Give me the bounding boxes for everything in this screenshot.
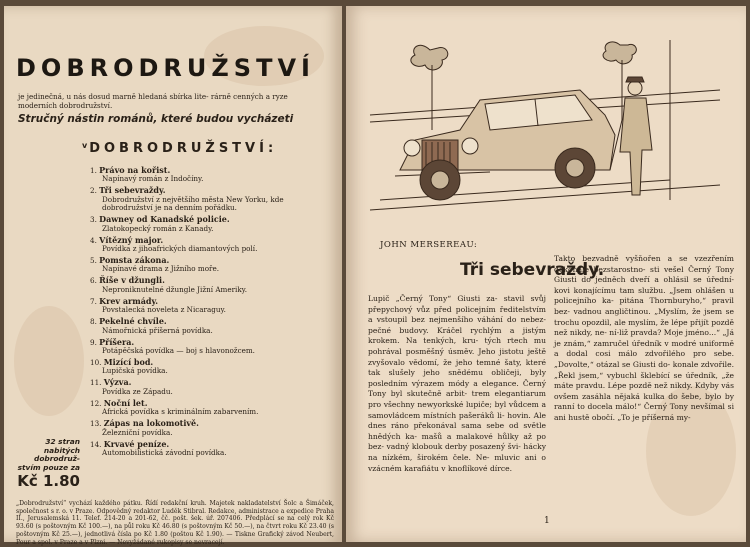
toc-item-number: 13. <box>90 419 102 429</box>
toc-item <box>90 440 335 458</box>
toc-item <box>90 399 335 417</box>
subhead: Stručný nástin románů, které budou vycházeti <box>18 113 294 125</box>
toc-item-number: 7. <box>90 296 97 306</box>
toc-item-number: 8. <box>90 317 97 327</box>
toc-item-desc: Napínavý román z Indočíny. <box>102 174 204 184</box>
price-box <box>14 438 80 490</box>
toc-item-number: 2. <box>90 186 97 196</box>
toc-item-desc: Povstalecká noveleta z Nicaraguy. <box>102 305 226 315</box>
toc-item-title: Pekelné chvíle. <box>99 316 167 327</box>
masthead: DOBRODRUŽSTVÍ <box>16 54 315 82</box>
toc-item <box>90 276 335 294</box>
toc-item-desc: Automobilistická závodní povídka. <box>102 448 227 458</box>
left-page <box>4 6 342 546</box>
toc-item <box>90 186 335 212</box>
toc-item <box>90 297 335 315</box>
toc-item-title: Krev armády. <box>99 295 159 306</box>
toc-item-desc: Povídka ze Západu. <box>102 386 173 396</box>
toc-item-title: Krvavé peníze. <box>103 438 170 449</box>
toc-item-number: 10. <box>90 358 102 368</box>
toc-item <box>90 338 335 356</box>
toc-item-title: Vítězný major. <box>99 234 164 245</box>
toc-item-number: 6. <box>90 276 97 286</box>
series-heading-title: DOBRODRUŽSTVÍ: <box>89 141 278 156</box>
table-of-contents <box>90 166 335 460</box>
page-number: 1 <box>544 516 550 526</box>
paper-stain <box>14 306 84 416</box>
intro-text: je jedinečná, u nás dosud marně hledaná sbírka lite- rárně cenných a ryze moderních dobrodružství. <box>18 92 288 110</box>
toc-item-number: 14. <box>90 439 102 449</box>
toc-item-title: Výzva. <box>103 377 132 388</box>
toc-item-title: Právo na kořist. <box>99 165 171 175</box>
article-title: Tři sebevraždy. <box>460 260 605 280</box>
toc-item-title: Dawney od Kanadské policie. <box>99 214 230 225</box>
toc-item-number: 11. <box>90 378 102 388</box>
toc-item-title: Říše v džungli. <box>99 275 165 286</box>
toc-item-title: Noční let. <box>103 397 148 408</box>
toc-item-title: Zápas na lokomotivě. <box>103 418 199 429</box>
toc-item-title: Mizící bod. <box>103 357 154 368</box>
toc-item-title: Příšera. <box>99 336 135 347</box>
toc-item <box>90 419 335 437</box>
toc-item-desc: Napínavé drama z Jižního moře. <box>102 264 220 274</box>
article-column-2: Takto bezvadně vyšňořen a se vzezřením dokonale bezstarostno- sti vešel Černý Tony Giusti do jedněch dveří a ohlásil se úřední- kovi konajícímu tam službu. „Jsem ohlášen u policejního ka- pitána Thornburyho,“ pravil bez- vadnou angličtinou. „Myslím, že jsem se trochu opozdil, ale myslím, že lépe přijít pozdě než nikdy, ne- ní-liž pravda? Moje jméno...“ „Já je znám,“ zamručel úředník v modré uniformě a dodal cosi málo zdvořilého pro sebe. „Dovolte,“ otázal se Giusti do- konale zdvořile. „Řekl jsem,“ vybuchl šklebící se úředník, „že máte pravdu. Lépe pozdě než nikdy. Kdyby vás ovšem zasáhla nějaká kulka do šebe, bylo by ranní to docela málo!“ Černý Tony nevšímal si ani hustě obočí. „To je příšerná my- <box>554 254 734 422</box>
price-text: 32 stran nabitých dobrodruž- stvím pouze za <box>17 437 80 472</box>
toc-item-number: 9. <box>90 337 97 347</box>
toc-item-desc: Železniční povídka. <box>102 427 173 437</box>
right-page <box>346 6 746 542</box>
colophon: „Dobrodružství“ vychází každého pátku. Řídí redakční kruh. Majetek nakladatelství Šolc a Šimáček, společnost s r. o. v Praze. Odpovědný redaktor Luděk Stibral. Redakce, administrace a expedice Praha II., Jerusalemská 11. Telef. 214-20 a 201-62, čč. pošt. šek. úř. 207406. Předplácí se na celý rok Kč 93.60 (s poštovným Kč 100.—), na půl roku Kč 46.80 (s poštovným Kč 50.—), na čtvrt roku Kč 23.40 (s poštovným Kč 25.—), jednotlivá čísla po Kč 1.80 (poštou Kč 1.90). — Tiskne Grafický závod Neubert, Pour a spol. v Praze a v Plzni. — Nevyžádané rukopisy se nevracejí. <box>16 500 334 546</box>
toc-item-title: Pomsta zákona. <box>99 255 170 266</box>
toc-item-desc: Potápěčská povídka — boj s hlavonožcem. <box>102 346 255 356</box>
toc-item <box>90 358 335 376</box>
toc-item-title: Tři sebevraždy. <box>99 185 166 196</box>
series-heading <box>82 141 277 156</box>
toc-item-number: 3. <box>90 215 97 225</box>
toc-item <box>90 215 335 233</box>
toc-item-number: 12. <box>90 398 102 408</box>
article-column-1: Lupič „Černý Tony“ Giusti za- stavil svůj přepychový vůz před policejním ředitelstvím a vstoupil bez nejmenšího váhání do nebez- pečné budovy. Kráčel rychlým a jistým krokem. Na tenkých, kru- tých rtech mu pohrával posměšný úsměv. Jeho jistotu ještě zvyšovalo vědomí, že jeho temné šaty, které tak slušely jeho snědému obličeji, byly posledním výrazem módy a elegance. Černý Tony byl skutečně arbit- trem elegantiarum pro všechny newyorkské lupiče; byl vůdcem a samovládcem místních pašeráků li- hovin. Ale dnes ráno překonával sama sebe od světle hnědých ka- mašů a malakové hůlky až po bez- vadný klobouk derby posazený švi- hácky na nízkém, širokém čele. Ne- mluvic ani o vzácném karafiátu v knoflíkové dírce. <box>368 294 546 473</box>
toc-item-desc: Lupičská povídka. <box>102 366 168 376</box>
toc-item-desc: Námořnická příšerná povídka. <box>102 325 213 335</box>
toc-item <box>90 166 335 184</box>
toc-item-desc: Dobrodružství z největšího města New Yorku, kde dobrodružství je na denním pořádku. <box>102 194 284 213</box>
toc-item <box>90 236 335 254</box>
toc-item <box>90 378 335 396</box>
toc-item-number: 5. <box>90 256 97 266</box>
car-illustration <box>370 20 730 220</box>
price-amount: Kč 1.80 <box>17 472 80 491</box>
toc-item-desc: Povídka z jihoafrických diamantových polí. <box>102 244 258 254</box>
toc-item-desc: Neproniknutelné džungle Jižní Ameriky. <box>102 284 248 294</box>
toc-item <box>90 256 335 274</box>
toc-item-desc: Africká povídka s kriminálním zabarvením. <box>102 407 259 417</box>
toc-item-number: 1. <box>90 166 97 175</box>
series-heading-prefix: v <box>82 141 88 150</box>
toc-item <box>90 317 335 335</box>
article-author: JOHN MERSEREAU: <box>380 240 478 250</box>
toc-item-desc: Zlatokopecký román z Kanady. <box>102 223 214 233</box>
toc-item-number: 4. <box>90 235 97 245</box>
